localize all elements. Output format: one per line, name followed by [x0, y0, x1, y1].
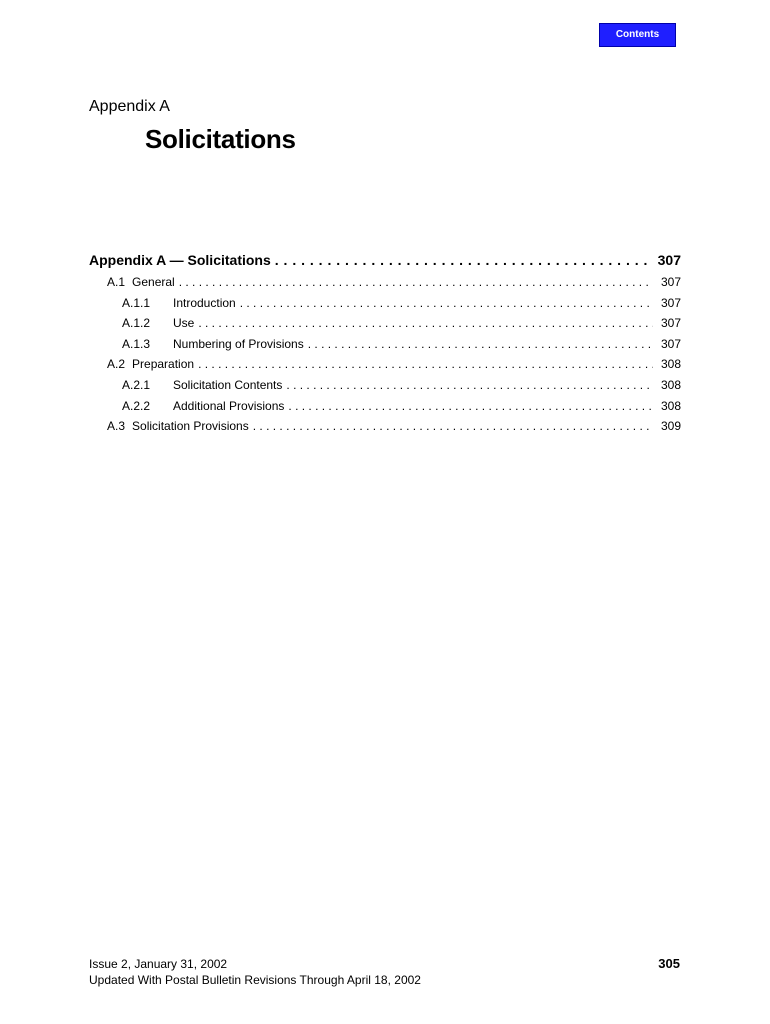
toc-entry-page: 307 — [660, 316, 681, 331]
toc-main-label: Appendix A — Solicitations — [89, 252, 271, 268]
footer-page-number: 305 — [658, 956, 680, 971]
toc-entry-number: A.1.1 — [122, 295, 151, 310]
dot-leader — [194, 313, 653, 334]
toc-entry-label: Solicitation Provisions — [132, 419, 249, 434]
toc-entry-label: Preparation — [132, 357, 195, 372]
page-title: Solicitations — [145, 124, 296, 154]
footer-info — [89, 956, 421, 988]
footer-update-line: Updated With Postal Bulletin Revisions Through April 18, 2002 — [89, 973, 421, 987]
toc-entry-a1[interactable] — [89, 272, 681, 293]
toc-entry-number: A.1.2 — [122, 316, 151, 331]
toc-entry-label: Numbering of Provisions — [173, 336, 304, 351]
toc-entry-page: 308 — [660, 357, 681, 372]
dot-leader — [236, 293, 653, 314]
dot-leader — [271, 248, 653, 272]
toc-entry-page: 307 — [660, 275, 681, 289]
footer-issue-line: Issue 2, January 31, 2002 — [89, 957, 228, 971]
table-of-contents — [89, 248, 681, 437]
dot-leader — [284, 396, 653, 417]
dot-leader — [194, 354, 653, 375]
dot-leader — [282, 375, 653, 396]
toc-entry-page: 308 — [660, 398, 681, 413]
toc-entry-label: Additional Provisions — [173, 398, 285, 413]
toc-entry-number: A.1 — [107, 275, 126, 289]
toc-entry-a2-2[interactable] — [89, 396, 681, 417]
toc-entry-a2[interactable] — [89, 354, 681, 375]
toc-entry-a1-2[interactable] — [89, 313, 681, 334]
toc-entry-label: Introduction — [173, 295, 236, 310]
toc-entry-number: A.2.1 — [122, 377, 151, 392]
toc-entry-a1-1[interactable] — [89, 293, 681, 314]
toc-entry-label: General — [132, 275, 175, 289]
toc-entry-page: 309 — [660, 419, 681, 434]
contents-button[interactable]: Contents — [599, 23, 676, 47]
dot-leader — [249, 416, 653, 437]
toc-entry-label: Solicitation Contents — [173, 377, 283, 392]
toc-entry-page: 307 — [660, 295, 681, 310]
toc-entry-number: A.1.3 — [122, 336, 151, 351]
dot-leader — [304, 334, 653, 355]
toc-main-entry[interactable] — [89, 248, 681, 272]
toc-entry-page: 307 — [660, 336, 681, 351]
toc-entry-a3[interactable] — [89, 416, 681, 437]
toc-entry-page: 308 — [660, 377, 681, 392]
toc-entry-number: A.2 — [107, 357, 126, 372]
appendix-label: Appendix A — [89, 98, 170, 115]
dot-leader — [175, 272, 653, 293]
toc-entry-a2-1[interactable] — [89, 375, 681, 396]
toc-main-page: 307 — [657, 252, 681, 268]
toc-entry-a1-3[interactable] — [89, 334, 681, 355]
toc-entry-number: A.2.2 — [122, 398, 151, 413]
toc-entry-label: Use — [173, 316, 195, 331]
toc-entry-number: A.3 — [107, 419, 126, 434]
